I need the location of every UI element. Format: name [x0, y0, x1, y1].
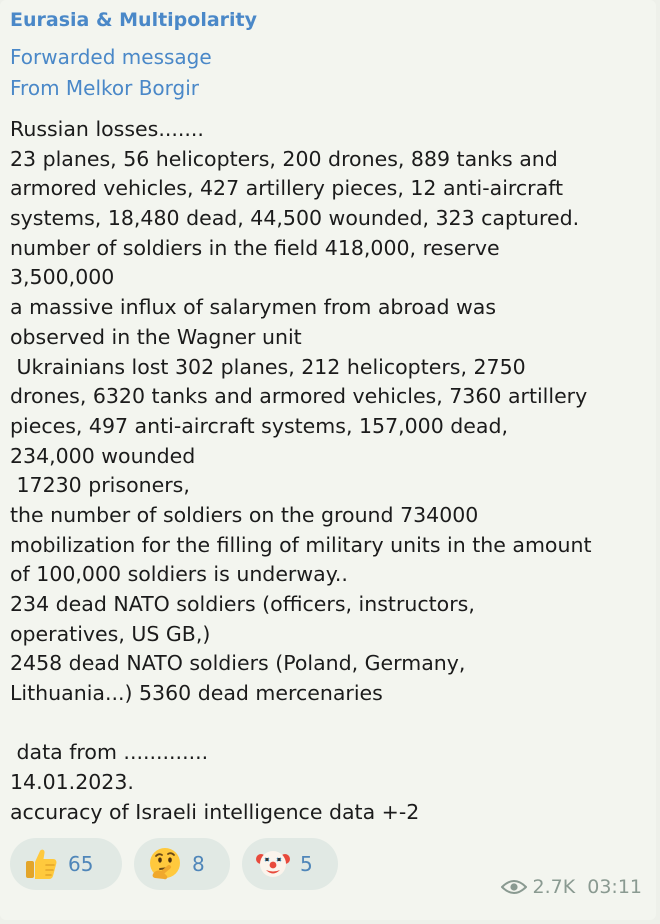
- reaction-count: 65: [68, 852, 94, 876]
- message-line: 234,000 wounded: [10, 443, 196, 468]
- message-line: pieces, 497 anti-aircraft systems, 157,000 dead,: [10, 413, 508, 438]
- message-line: [10, 709, 650, 739]
- message-line: 3,500,000: [10, 265, 115, 290]
- forwarded-label: Forwarded message: [10, 45, 212, 69]
- message-line: systems, 18,480 dead, 44,500 wounded, 323 captured.: [10, 206, 580, 231]
- reaction-count: 5: [300, 852, 313, 876]
- message-line: drones, 6320 tanks and armored vehicles, 7360 artillery: [10, 384, 588, 409]
- message-time: 03:11: [587, 876, 642, 898]
- message-line: of 100,000 soldiers is underway..: [10, 562, 348, 587]
- thumbs-up-icon: [22, 845, 60, 883]
- message-line: 14.01.2023.: [10, 770, 134, 795]
- message-line: a massive influx of salarymen from abroad was: [10, 295, 497, 320]
- message-line: observed in the Wagner unit: [10, 324, 302, 349]
- message-text: [10, 115, 650, 828]
- message-line: 23 planes, 56 helicopters, 200 drones, 889 tanks and: [10, 146, 558, 171]
- message-line: mobilization for the filling of military units in the amount: [10, 532, 592, 557]
- message-line: Lithuania...) 5360 dead mercenaries: [10, 681, 383, 706]
- message-line: number of soldiers in the field 418,000, reserve: [10, 235, 500, 260]
- message-line: armored vehicles, 427 artillery pieces, 12 anti-aircraft: [10, 176, 564, 201]
- eye-icon: [501, 878, 527, 896]
- reaction-thinking[interactable]: [134, 838, 230, 890]
- message-line: accuracy of Israeli intelligence data +-2: [10, 799, 420, 824]
- clown-face-icon: [254, 845, 292, 883]
- views-count: 2.7K: [532, 876, 576, 898]
- message-line: 2458 dead NATO soldiers (Poland, Germany,: [10, 651, 466, 676]
- message-line: Russian losses.......: [10, 117, 204, 141]
- message-line: 17230 prisoners,: [10, 473, 190, 498]
- message-meta: [501, 876, 642, 898]
- reaction-count: 8: [192, 852, 205, 876]
- forwarded-from[interactable]: From Melkor Borgir: [10, 76, 200, 100]
- channel-name[interactable]: Eurasia & Multipolarity: [10, 9, 258, 31]
- message-line: operatives, US GB,): [10, 621, 211, 646]
- reaction-clown[interactable]: [242, 838, 338, 890]
- thinking-face-icon: [146, 845, 184, 883]
- message-line: Ukrainians lost 302 planes, 212 helicopters, 2750: [10, 354, 526, 379]
- message-line: 234 dead NATO soldiers (officers, instructors,: [10, 592, 475, 616]
- message-line: the number of soldiers on the ground 734000: [10, 502, 479, 527]
- message-line: data from .............: [10, 740, 209, 765]
- reaction-thumbs-up[interactable]: [10, 838, 122, 890]
